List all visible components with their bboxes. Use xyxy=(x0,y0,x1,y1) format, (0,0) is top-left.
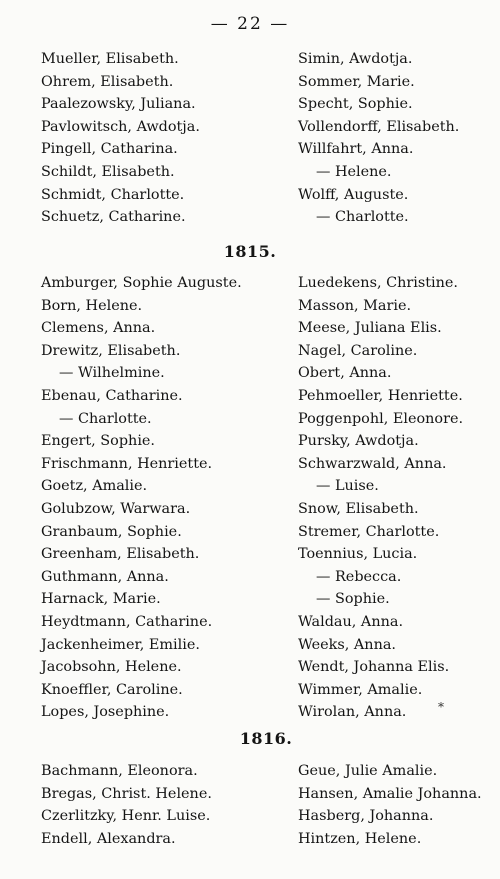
name-entry: Pavlowitsch, Awdotja. xyxy=(41,118,200,135)
name-entry: Obert, Anna. xyxy=(298,365,392,382)
name-entry: Weeks, Anna. xyxy=(298,636,396,653)
name-entry: Pehmoeller, Henriette. xyxy=(298,387,463,404)
name-entry: Wirolan, Anna. xyxy=(298,704,407,721)
name-entry: Czerlitzky, Henr. Luise. xyxy=(41,808,211,825)
ditto-name-entry: — Sophie. xyxy=(316,591,390,608)
name-entry: Born, Helene. xyxy=(41,297,143,314)
name-entry: Schildt, Elisabeth. xyxy=(41,163,175,180)
name-entry: Pursky, Awdotja. xyxy=(298,433,419,450)
name-entry: Snow, Elisabeth. xyxy=(298,500,419,517)
name-entry: Frischmann, Henriette. xyxy=(41,455,213,472)
name-entry: Lopes, Josephine. xyxy=(41,704,170,721)
name-entry: Ohrem, Elisabeth. xyxy=(41,73,174,90)
ink-speck: * xyxy=(438,700,444,714)
name-entry: Poggenpohl, Eleonore. xyxy=(298,410,464,427)
name-entry: Amburger, Sophie Auguste. xyxy=(41,275,242,291)
name-list-1815-right xyxy=(298,272,463,724)
name-entry: Pingell, Catharina. xyxy=(41,141,178,158)
page-number: — 22 — xyxy=(210,14,290,34)
name-entry: Willfahrt, Anna. xyxy=(298,141,414,158)
name-entry: Geue, Julie Amalie. xyxy=(298,763,438,779)
name-entry: Jacobsohn, Helene. xyxy=(41,659,182,676)
name-entry: Sommer, Marie. xyxy=(298,73,415,90)
ditto-name-entry: — Wilhelmine. xyxy=(59,365,165,382)
name-entry: Simin, Awdotja. xyxy=(298,51,413,67)
name-entry: Specht, Sophie. xyxy=(298,96,413,113)
name-entry: Bachmann, Eleonora. xyxy=(41,763,198,779)
ditto-name-entry: — Luise. xyxy=(316,478,379,495)
name-list-top-right xyxy=(298,48,459,229)
name-entry: Meese, Juliana Elis. xyxy=(298,320,442,337)
name-entry: Hansen, Amalie Johanna. xyxy=(298,785,482,802)
name-entry: Clemens, Anna. xyxy=(41,320,156,337)
name-entry: Masson, Marie. xyxy=(298,297,412,314)
name-entry: Hasberg, Johanna. xyxy=(298,808,434,825)
name-list-1816-left xyxy=(41,760,212,850)
name-entry: Paalezowsky, Juliana. xyxy=(41,96,196,113)
name-entry: Harnack, Marie. xyxy=(41,591,161,608)
ditto-name-entry: — Rebecca. xyxy=(316,568,402,585)
name-entry: Guthmann, Anna. xyxy=(41,568,169,585)
name-entry: Waldau, Anna. xyxy=(298,613,404,630)
name-entry: Knoeffler, Caroline. xyxy=(41,681,183,698)
name-list-top-left xyxy=(41,48,200,229)
ditto-name-entry: — Charlotte. xyxy=(316,209,409,226)
name-list-1815-left xyxy=(41,272,242,724)
name-list-1816-right xyxy=(298,760,482,850)
name-entry: Golubzow, Warwara. xyxy=(41,500,191,517)
name-entry: Stremer, Charlotte. xyxy=(298,523,440,540)
name-entry: Goetz, Amalie. xyxy=(41,478,148,495)
name-entry: Wendt, Johanna Elis. xyxy=(298,659,450,676)
name-entry: Wolff, Auguste. xyxy=(298,186,409,203)
name-entry: Schmidt, Charlotte. xyxy=(41,186,185,203)
name-entry: Toennius, Lucia. xyxy=(298,546,418,563)
name-entry: Schuetz, Catharine. xyxy=(41,209,186,226)
name-entry: Bregas, Christ. Helene. xyxy=(41,785,212,802)
year-heading-1815: 1815. xyxy=(223,242,277,261)
ditto-name-entry: — Charlotte. xyxy=(59,410,152,427)
name-entry: Granbaum, Sophie. xyxy=(41,523,182,540)
name-entry: Engert, Sophie. xyxy=(41,433,156,450)
name-entry: Vollendorff, Elisabeth. xyxy=(298,118,460,135)
name-entry: Mueller, Elisabeth. xyxy=(41,51,179,67)
name-entry: Nagel, Caroline. xyxy=(298,342,418,359)
name-entry: Schwarzwald, Anna. xyxy=(298,455,447,472)
name-entry: Jackenheimer, Emilie. xyxy=(41,636,200,653)
name-entry: Greenham, Elisabeth. xyxy=(41,546,200,563)
name-entry: Drewitz, Elisabeth. xyxy=(41,342,181,359)
name-entry: Luedekens, Christine. xyxy=(298,275,458,291)
name-entry: Endell, Alexandra. xyxy=(41,830,176,847)
name-entry: Hintzen, Helene. xyxy=(298,830,422,847)
name-entry: Wimmer, Amalie. xyxy=(298,681,423,698)
ditto-name-entry: — Helene. xyxy=(316,163,392,180)
name-entry: Ebenau, Catharine. xyxy=(41,387,183,404)
name-entry: Heydtmann, Catharine. xyxy=(41,613,213,630)
year-heading-1816: 1816. xyxy=(239,729,293,748)
